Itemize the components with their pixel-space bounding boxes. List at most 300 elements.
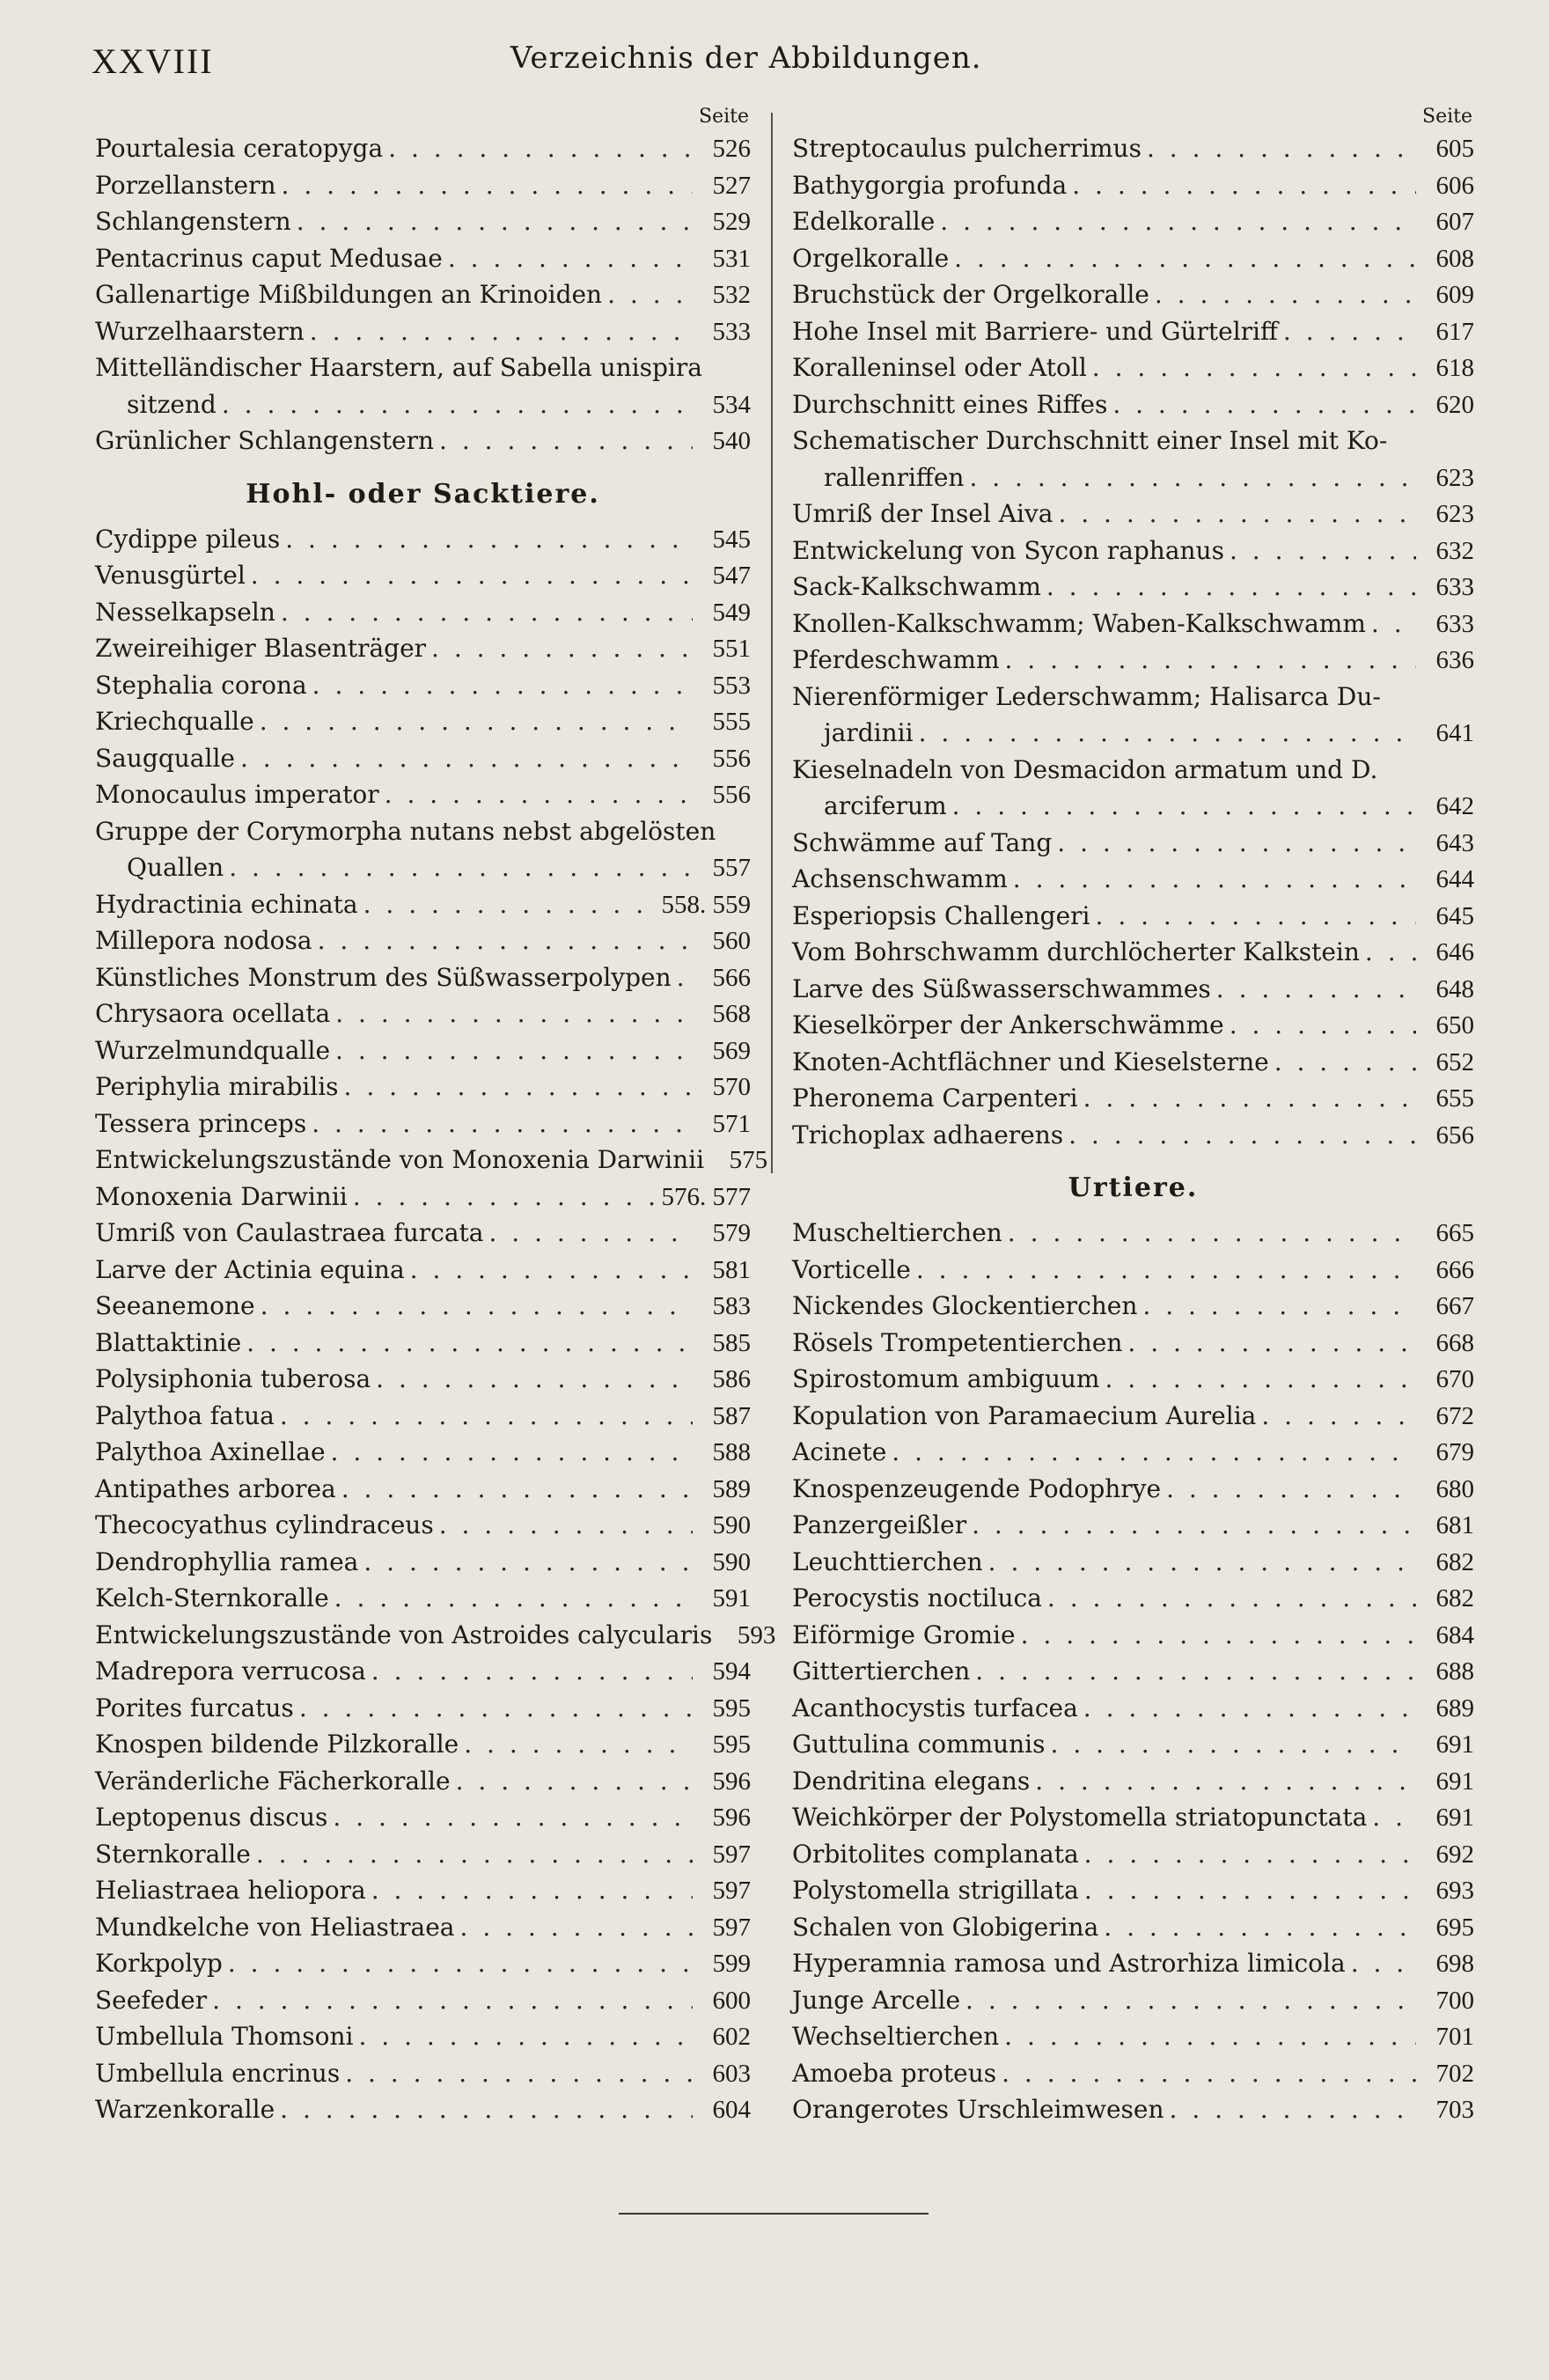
entry-page: 607 [1435,208,1474,236]
index-entry [95,167,751,204]
entry-label: Pheronema Carpenteri [792,1083,1078,1113]
entry-label: Muscheltierchen [792,1218,1002,1247]
entry-page: 691 [1435,1803,1474,1832]
dot-leader [431,630,693,667]
entry-label: Millepora nodosa [95,926,312,955]
dot-leader [228,1945,693,1982]
index-entry [792,240,1474,277]
entry-label: Heliastraea heliopora [95,1876,366,1905]
dot-leader [222,386,693,423]
entry-label: Hydractinia echinata [95,889,358,919]
dot-leader [1283,313,1416,350]
index-entry [95,240,751,277]
entry-page: 595 [712,1693,751,1723]
dot-leader [1057,825,1416,862]
dot-leader [607,276,693,313]
index-entry [792,203,1474,240]
entry-label: Wurzelmundqualle [95,1035,331,1065]
entry-label: Künstliches Monstrum des Süßwasserpolypen [95,962,672,992]
entry-page: 608 [1435,244,1474,273]
dot-leader [1083,1690,1416,1727]
entry-page: 623 [1435,500,1474,528]
entry-page: 547 [712,562,751,590]
dot-leader [341,1471,693,1508]
entry-page: 702 [1435,2059,1474,2088]
dot-leader [439,422,693,459]
dot-leader [251,557,693,594]
index-entry [792,1215,1474,1252]
entry-page: 700 [1435,1986,1474,2015]
dot-leader [363,886,657,923]
dot-leader [952,788,1416,825]
dot-leader [1261,1398,1416,1435]
entry-label: Stephalia corona [95,670,307,700]
dot-leader [212,1982,693,2019]
entry-page: 655 [1435,1084,1474,1113]
entry-page: 603 [712,2059,751,2088]
dot-leader [261,1288,693,1325]
entry-label: Hohe Insel mit Barriere- und Gürtelriff [792,316,1278,346]
seite-label: Seite [699,106,749,128]
entry-label: Sternkoralle [95,1839,251,1869]
index-entry [95,1544,751,1581]
entry-page: 545 [712,525,751,554]
dot-leader [1072,167,1416,204]
entry-page: 636 [1435,646,1474,674]
index-entry [95,1069,751,1106]
dot-leader [1068,1117,1416,1154]
entry-label: Edelkoralle [792,207,936,236]
entry-label: Kelch-Sternkoralle [95,1583,329,1612]
column-divider [771,113,773,1173]
dot-leader [1051,1726,1416,1763]
entry-page: 698 [1435,1950,1474,1978]
entry-page: 527 [712,171,751,200]
entry-page: 560 [712,927,751,955]
index-entry [792,1580,1474,1617]
index-entry [792,349,1474,386]
dot-leader [1230,1007,1416,1044]
dot-leader [1155,276,1416,313]
index-entry [792,496,1474,533]
index-entry [792,825,1474,862]
entry-label: Spirostomum ambiguum [792,1364,1100,1393]
dot-leader [1021,1617,1416,1654]
dot-leader [892,1434,1416,1471]
dot-leader [972,1507,1416,1544]
entry-page: 531 [712,244,751,273]
dot-leader [335,995,693,1032]
entry-label: Chrysaora ocellata [95,999,331,1028]
entry-page: 590 [712,1547,751,1576]
index-entry [792,1945,1474,1982]
dot-leader [410,1252,693,1289]
dot-leader [363,1544,693,1581]
dot-leader [335,1032,693,1069]
entry-page: 682 [1435,1584,1474,1612]
entry-page: 633 [1435,609,1474,638]
index-entry [95,2091,751,2128]
entry-page: 568 [712,1000,751,1028]
index-entry [95,849,751,886]
index-entry [95,1617,776,1654]
entry-page: 594 [712,1657,751,1686]
entry-label: Polysiphonia tuberosa [95,1364,371,1393]
index-entry [95,1690,751,1727]
index-entry [792,1836,1474,1873]
entry-label: Knospenzeugende Podophrye [792,1473,1162,1503]
index-entry [95,1580,751,1617]
entry-label: Nickendes Glockentierchen [792,1291,1138,1320]
entry-label: Vorticelle [792,1254,911,1284]
index-entry [95,1288,751,1325]
entry-list [792,130,1474,1153]
entry-label: Bruchstück der Orgelkoralle [792,280,1149,309]
dot-leader [1365,934,1416,971]
entry-page: 571 [712,1109,751,1138]
dot-leader [677,959,693,996]
entry-label: Gallenartige Mißbildungen an Krinoiden [95,280,603,309]
dot-leader [331,1434,693,1471]
index-entry [792,715,1474,752]
entry-page: 604 [712,2096,751,2124]
index-entry [95,1909,751,1946]
entry-label: arciferum [824,791,947,820]
entry-label: jardinii [824,718,914,747]
entry-label: Kopulation von Paramaecium Aurelia [792,1400,1257,1430]
entry-label: Knospen bildende Pilzkoralle [95,1730,459,1759]
index-entry [792,1325,1474,1362]
index-entry [792,1288,1474,1325]
index-entry [792,606,1474,643]
entry-label: Venusgürtel [95,561,246,590]
dot-leader [371,1653,693,1690]
dot-leader [299,1690,693,1727]
entry-page: 593 [737,1620,776,1649]
entry-page: 618 [1435,354,1474,382]
index-entry [792,533,1474,569]
index-entry [95,995,751,1032]
entry-label: Pferdeschwamm [792,645,1000,674]
index-entry [95,1179,751,1216]
entry-page: 551 [712,635,751,663]
dot-leader [439,1507,693,1544]
dot-leader [1216,971,1416,1008]
dot-leader [1112,386,1416,423]
entry-label: Blattaktinie [95,1327,242,1357]
entry-label: Achsenschwamm [792,864,1008,893]
entry-page: 586 [712,1365,751,1393]
dot-leader [1092,349,1416,386]
dot-leader [916,1252,1416,1289]
dot-leader [1008,1215,1416,1252]
entry-label: Entwickelungszustände von Monoxenia Darwinii [95,1145,705,1174]
entry-label: Kieselkörper der Ankerschwämme [792,1010,1224,1039]
index-entry [95,1872,751,1909]
entry-page: 534 [712,390,751,419]
entry-label: Monocaulus imperator [95,780,379,809]
index-entry [792,642,1474,679]
entry-page: 668 [1435,1328,1474,1357]
index-entry [792,276,1474,313]
left-column [95,104,776,2128]
page-number: XXVIII [92,41,214,81]
index-entry [792,1507,1474,1544]
dot-leader [318,922,693,959]
entry-page: 526 [712,135,751,163]
entry-label: Schwämme auf Tang [792,827,1053,857]
dot-leader [448,240,693,277]
entry-page: 570 [712,1073,751,1101]
dot-leader [333,1799,693,1836]
dot-leader [282,167,693,204]
entry-label: Knoten-Achtflächner und Kieselsterne [792,1047,1269,1076]
entry-label: Larve der Actinia equina [95,1254,405,1284]
entry-label: Tessera princeps [95,1108,307,1138]
entry-page: 600 [712,1986,751,2015]
dot-leader [1147,130,1416,167]
dot-leader [1142,1288,1416,1325]
index-entry [792,569,1474,606]
entry-page: 599 [712,1950,751,1978]
entry-label: Veränderliche Fächerkoralle [95,1766,451,1796]
dot-leader [285,521,693,558]
entry-page: 682 [1435,1547,1474,1576]
dot-leader [919,715,1416,752]
entry-label: Acanthocystis turfacea [792,1693,1078,1723]
entry-label: Orbitolites complanata [792,1839,1079,1869]
entry-page: 672 [1435,1401,1474,1430]
dot-leader [229,849,693,886]
entry-label: Kriechqualle [95,707,254,736]
index-entry [792,1544,1474,1581]
seite-label: Seite [1422,106,1472,128]
entry-page: 555 [712,708,751,736]
dot-leader [345,2055,693,2092]
index-entry [95,1252,751,1289]
dot-leader [988,1544,1416,1581]
index-entry [792,386,1474,423]
dot-leader [353,1179,657,1216]
dot-leader [1371,606,1416,643]
entry-page: 691 [1435,1730,1474,1759]
index-entry [792,1252,1474,1289]
entry-page: 609 [1435,281,1474,309]
entry-label: Gruppe der Corymorpha nutans nebst abgelösten [95,816,716,846]
entry-label: Cydippe pileus [95,524,281,554]
entry-page: 553 [712,671,751,700]
entry-page: 602 [712,2023,751,2051]
entry-label: Dendrophyllia ramea [95,1546,359,1576]
dot-leader [940,203,1416,240]
entry-label: Monoxenia Darwinii [95,1181,348,1211]
dot-leader [456,1763,693,1800]
entry-label: Porites furcatus [95,1693,294,1723]
index-entry [792,788,1474,825]
entry-page: 692 [1435,1840,1474,1869]
dot-leader [1104,1909,1416,1946]
dot-leader [1166,1471,1416,1508]
dot-leader [256,1836,693,1873]
entry-label: Pentacrinus caput Medusae [95,243,443,273]
entry-page: 606 [1435,171,1474,200]
entry-page: 693 [1435,1877,1474,1905]
dot-leader [310,313,693,350]
entry-label: Palythoa fatua [95,1400,275,1430]
dot-leader [1096,898,1416,935]
entry-page: 689 [1435,1693,1474,1723]
entry-label: Larve des Süßwasserschwammes [792,973,1211,1003]
entry-label: Quallen [127,853,224,882]
index-entry [95,1471,751,1508]
entry-label: Saugqualle [95,743,235,773]
index-entry [792,313,1474,350]
index-entry [792,1690,1474,1727]
index-entry [792,2091,1474,2128]
dot-leader [1084,1836,1416,1873]
dot-leader [385,776,693,813]
index-entry [792,1434,1474,1471]
entry-page: 558. 559 [661,890,751,919]
dot-leader [240,740,693,777]
entry-page: 588 [712,1438,751,1466]
entry-page: 641 [1435,719,1474,747]
entry-label: Entwickelung von Sycon raphanus [792,535,1224,565]
dot-leader [281,594,693,631]
index-entry [95,1763,751,1800]
index-entry [792,752,1474,789]
dot-leader [1372,1799,1416,1836]
index-entry [95,349,751,386]
entry-label: Bathygorgia profunda [792,170,1068,200]
entry-label: Leuchttierchen [792,1546,983,1576]
entry-page: 642 [1435,792,1474,820]
index-entry [95,630,751,667]
entry-page: 589 [712,1474,751,1503]
dot-leader [312,667,693,704]
index-entry [95,1142,768,1179]
index-entry [95,1653,751,1690]
entry-label: Perocystis noctiluca [792,1583,1042,1612]
index-entry [95,1325,751,1362]
index-entry [95,422,751,459]
entry-page: 596 [712,1767,751,1796]
dot-leader [1002,2055,1416,2092]
entry-label: Junge Arcelle [792,1985,961,2015]
entry-page: 566 [712,963,751,992]
entry-list [792,1215,1474,2128]
entry-page: 575 [729,1146,768,1174]
entry-label: Gittertierchen [792,1656,971,1686]
entry-label: Dendritina elegans [792,1766,1031,1796]
entry-page: 643 [1435,828,1474,857]
entry-label: Porzellanstern [95,170,276,200]
index-entry [95,521,751,558]
entry-label: Mundkelche von Heliastraea [95,1912,455,1942]
entry-page: 667 [1435,1292,1474,1320]
index-entry [95,1434,751,1471]
entry-page: 650 [1435,1011,1474,1039]
dot-leader [344,1069,693,1106]
entry-page: 681 [1435,1511,1474,1539]
dot-leader [488,1215,693,1252]
dot-leader [1004,2018,1416,2055]
entry-label: Weichkörper der Polystomella striatopunctata [792,1803,1368,1832]
entry-page: 540 [712,427,751,455]
entry-label: Umriß von Caulastraea furcata [95,1218,484,1247]
entry-label: Schematischer Durchschnitt einer Insel mit Ko- [792,426,1388,455]
index-entry [95,2018,751,2055]
entry-page: 623 [1435,463,1474,492]
entry-label: Schlangenstern [95,207,291,236]
entry-label: Nesselkapseln [95,597,275,627]
index-entry [792,1763,1474,1800]
entry-page: 684 [1435,1620,1474,1649]
entry-label: Madrepora verrucosa [95,1656,366,1686]
entry-label: Pourtalesia ceratopyga [95,134,384,163]
index-entry [95,276,751,313]
dot-leader [371,1872,693,1909]
index-entry [95,203,751,240]
dot-leader [358,2018,693,2055]
section-heading: Urtiere. [1068,1172,1199,1203]
index-entry [792,167,1474,204]
dot-leader [280,1398,693,1435]
entry-page: 656 [1435,1120,1474,1150]
entry-page: 645 [1435,901,1474,930]
entry-page: 581 [712,1255,751,1284]
dot-leader [1351,1945,1416,1982]
entry-page: 590 [712,1511,751,1539]
dot-leader [297,203,693,240]
entry-page: 665 [1435,1219,1474,1247]
entry-label: Leptopenus discus [95,1803,328,1832]
index-entry [95,1836,751,1873]
index-entry [95,740,751,777]
entry-page: 587 [712,1401,751,1430]
dot-leader [376,1361,693,1398]
dot-leader [1170,2091,1416,2128]
entry-page: 680 [1435,1474,1474,1503]
index-entry [792,1080,1474,1117]
entry-label: Periphylia mirabilis [95,1072,339,1101]
dot-leader [464,1726,693,1763]
entry-label: Vom Bohrschwamm durchlöcherter Kalkstein [792,937,1360,966]
entry-label: Orangerotes Urschleimwesen [792,2095,1164,2124]
entry-label: Durchschnitt eines Riffes [792,389,1108,419]
entry-page: 597 [712,1877,751,1905]
entry-label: Kieselnadeln von Desmacidon armatum und D. [792,754,1378,784]
index-entry [95,813,751,850]
index-entry [95,1726,751,1763]
entry-page: 666 [1435,1255,1474,1284]
entry-label: Antipathes arborea [95,1473,336,1503]
index-entry [95,1032,751,1069]
entry-label: Trichoplax adhaerens [792,1120,1064,1150]
entry-label: Panzergeißler [792,1510,967,1539]
index-entry [792,1398,1474,1435]
dot-leader [965,1982,1416,2019]
dot-leader [1013,861,1416,898]
index-entry [95,386,751,423]
dot-leader [954,240,1416,277]
entry-label: Grünlicher Schlangenstern [95,426,435,455]
entry-label: Seeanemone [95,1291,255,1320]
entry-page: 670 [1435,1365,1474,1393]
entry-page: 576. 577 [661,1182,751,1211]
index-entry [95,667,751,704]
index-entry [792,934,1474,971]
